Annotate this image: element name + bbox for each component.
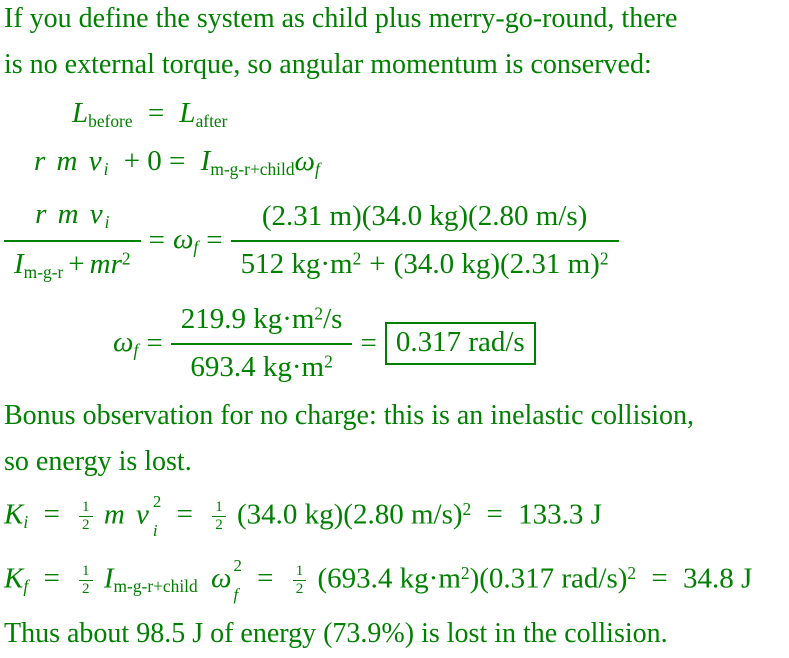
fraction-one-half — [293, 563, 307, 599]
omega-value: )(0.317 rad/s) — [469, 562, 628, 595]
equation-omega-result — [113, 301, 536, 386]
kinetic-initial-result: 133.3 J — [518, 498, 602, 531]
var-rmv: r m v — [35, 198, 105, 230]
per-second: /s — [323, 303, 343, 335]
half-denominator: 2 — [295, 581, 304, 598]
var-K: K — [4, 498, 24, 531]
half-numerator: 1 — [293, 563, 307, 581]
subscript-before: before — [88, 110, 133, 131]
subscript-mgr: m-g-r — [23, 261, 64, 282]
fraction-denominator — [231, 242, 619, 283]
superscript-2: 2 — [627, 563, 637, 584]
plus-sign: + — [68, 247, 85, 280]
var-L-before: L — [72, 97, 89, 129]
var-L-after: L — [179, 97, 196, 129]
fraction-numerator — [4, 196, 141, 242]
superscript-2: 2 — [352, 248, 362, 269]
numeric-values: (2.31 m)(34.0 kg)(2.80 m/s) — [261, 199, 588, 232]
subscript-i: i — [23, 512, 29, 533]
subscript-i: i — [103, 158, 109, 179]
equals-sign: = — [146, 327, 163, 359]
subscript-i: i — [104, 211, 110, 232]
fraction-one-half — [79, 499, 93, 535]
equals-sign: = — [360, 327, 377, 359]
half-numerator: 1 — [212, 499, 226, 517]
var-rmv: r m v — [34, 145, 104, 177]
var-I: I — [14, 247, 24, 280]
var-omega: ω — [210, 562, 232, 595]
subscript-f: f — [23, 576, 29, 597]
equation-omega-solve — [4, 196, 619, 285]
superscript-2: 2 — [121, 248, 131, 269]
var-mv: m v — [103, 498, 151, 531]
numeric-values: (34.0 kg)(2.31 m) — [393, 247, 600, 280]
equation-momentum-conservation — [72, 97, 227, 132]
bonus-line-1: Bonus observation for no charge: this is an inelastic collision, — [4, 400, 695, 431]
subscript-mgr-child: m-g-r+child — [113, 576, 198, 597]
equals-sign: = — [176, 498, 193, 531]
bonus-line-2: so energy is lost. — [4, 446, 192, 477]
subscript-i: i — [152, 520, 158, 540]
moment-of-inertia-value: 512 kg·m — [240, 247, 353, 280]
fraction-denominator — [171, 345, 353, 386]
superscript-2: 2 — [460, 563, 470, 584]
half-denominator: 2 — [82, 581, 90, 598]
plus-zero-equals: + 0 = — [123, 145, 186, 177]
kinetic-final-result: 34.8 J — [682, 562, 753, 595]
equation-kinetic-initial — [4, 494, 602, 539]
equals-sign: = — [43, 498, 60, 531]
fraction-one-half — [212, 499, 226, 535]
subscript-f: f — [233, 584, 239, 604]
equals-sign: = — [206, 223, 223, 256]
superscript-2: 2 — [314, 303, 324, 324]
intro-line-2: is no external torque, so angular momentum is conserved: — [4, 49, 652, 80]
superscript-2: 2 — [599, 248, 609, 269]
var-omega: ω — [113, 326, 134, 359]
var-I: I — [200, 145, 211, 177]
var-K: K — [4, 562, 24, 595]
half-denominator: 2 — [215, 517, 223, 534]
angular-momentum-value: 219.9 kg·m — [180, 303, 315, 335]
equals-sign: = — [148, 223, 165, 256]
half-denominator: 2 — [82, 517, 90, 534]
inertia-total-value: 693.4 kg·m — [190, 351, 325, 383]
subscript-f: f — [193, 236, 199, 257]
fraction-result — [171, 301, 353, 386]
numeric-values: (34.0 kg)(2.80 m/s) — [236, 498, 463, 531]
fraction-symbolic — [4, 196, 141, 285]
equals-sign: = — [43, 562, 60, 595]
equals-sign: = — [486, 498, 503, 531]
subscript-f: f — [133, 339, 139, 360]
var-omega: ω — [172, 222, 194, 255]
conclusion-line: Thus about 98.5 J of energy (73.9%) is lost in the collision. — [4, 618, 668, 649]
var-I: I — [103, 562, 114, 595]
var-omega: ω — [294, 145, 316, 177]
equals-sign: = — [651, 562, 668, 595]
equals-sign: = — [257, 562, 274, 595]
half-numerator: 1 — [79, 563, 93, 581]
inertia-value: (693.4 kg·m — [317, 562, 461, 595]
subscript-f: f — [315, 158, 320, 179]
superscript-2: 2 — [152, 492, 162, 511]
equation-momentum-expanded — [34, 145, 320, 180]
sub-sup-stack — [153, 494, 161, 539]
equals-sign: = — [147, 97, 165, 129]
boxed-final-answer: 0.317 rad/s — [385, 322, 536, 365]
plus-sign: + — [369, 247, 386, 280]
var-mr: mr — [89, 247, 122, 280]
sub-sup-stack — [233, 558, 241, 603]
half-numerator: 1 — [79, 499, 93, 517]
superscript-2: 2 — [233, 556, 242, 575]
superscript-2: 2 — [462, 499, 472, 520]
fraction-denominator — [4, 242, 141, 285]
subscript-after: after — [195, 110, 228, 131]
fraction-numerator — [171, 301, 353, 345]
fraction-numerator — [231, 198, 619, 242]
fraction-numeric — [231, 198, 619, 283]
subscript-mgr-child: m-g-r+child — [210, 158, 295, 179]
superscript-2: 2 — [324, 351, 333, 372]
omega-f-term — [113, 326, 138, 361]
equation-kinetic-final — [4, 558, 752, 603]
omega-f-term — [173, 223, 198, 258]
intro-line-1: If you define the system as child plus merry-go-round, there — [4, 3, 678, 34]
fraction-one-half — [79, 563, 93, 599]
